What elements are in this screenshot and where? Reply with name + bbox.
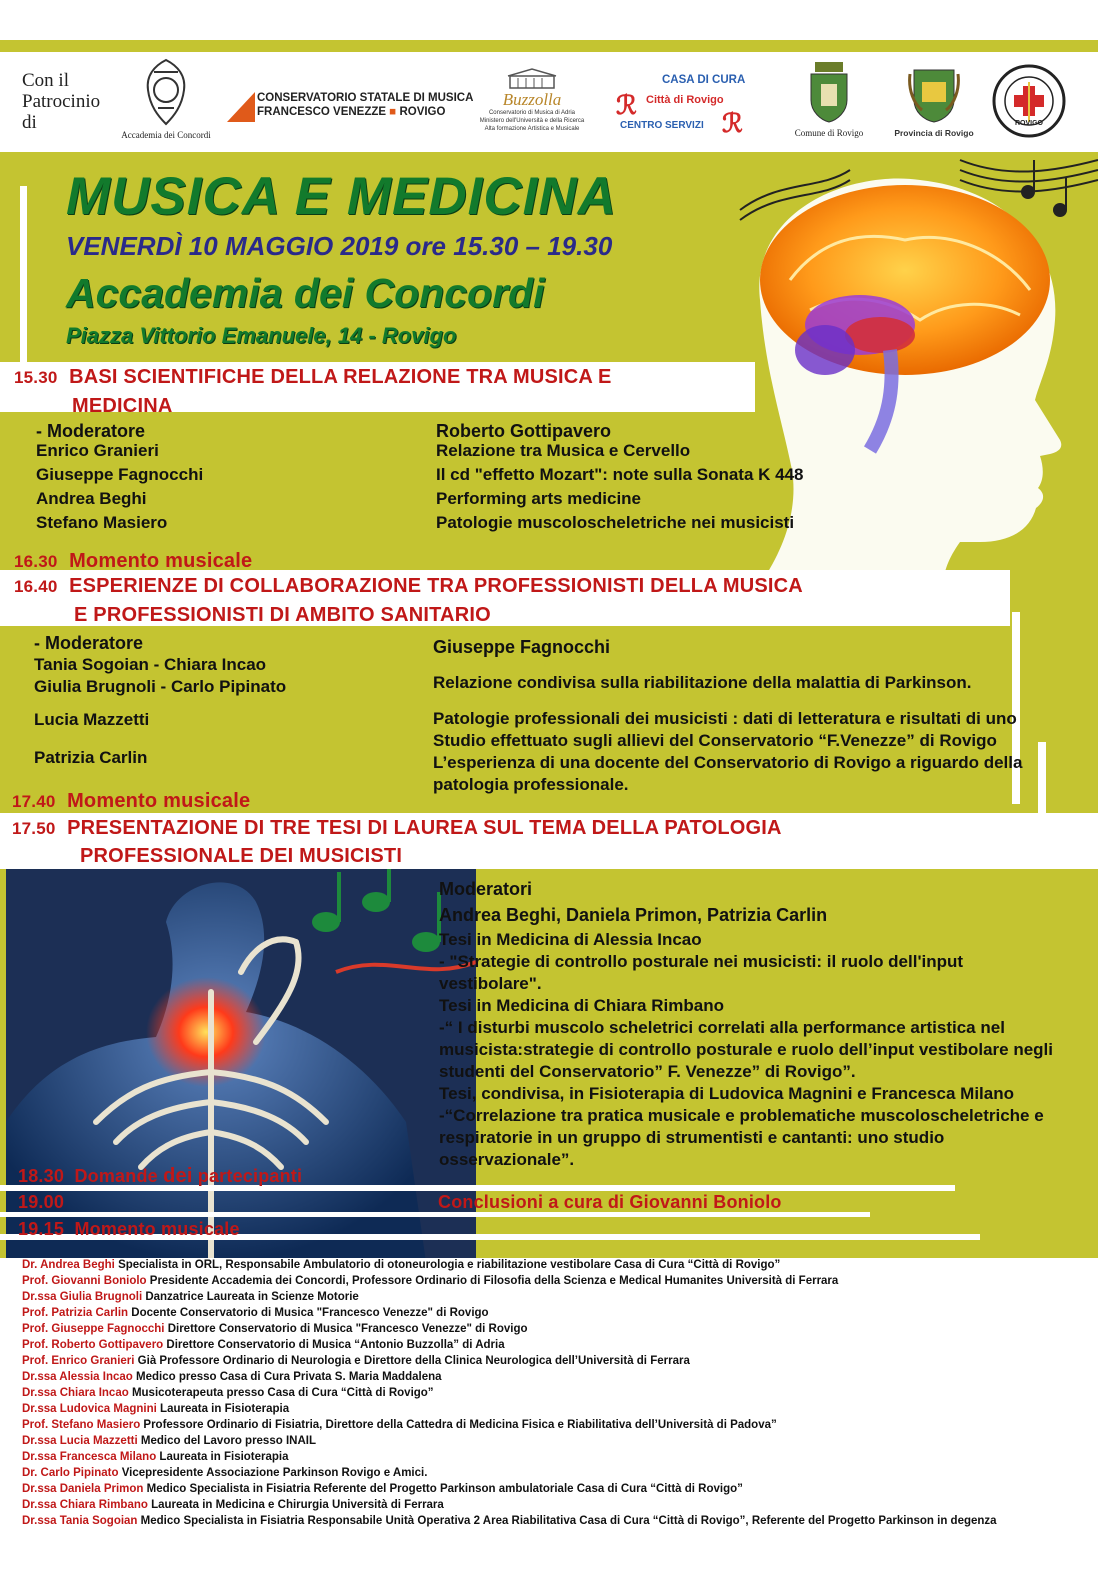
session1-moderator: Enrico Granieri [36, 441, 159, 460]
event-date: VENERDÌ 10 MAGGIO 2019 ore 15.30 – 19.30 [66, 231, 613, 261]
session2-moderator: Lucia Mazzetti [34, 710, 150, 729]
credit-line [22, 1419, 777, 1431]
credit-line [22, 1499, 444, 1511]
credit-role: Direttore Conservatorio di Musica "Francesco Venezze" di Rovigo [164, 1323, 528, 1335]
credit-line [22, 1387, 434, 1399]
event-venue: Accademia dei Concordi [66, 270, 545, 316]
credit-name: Dr.ssa Alessia Incao [22, 1371, 133, 1383]
credit-name: Dr.ssa Francesca Milano [22, 1451, 157, 1463]
credit-line [22, 1515, 997, 1527]
session2-moderator: Giulia Brugnoli - Carlo Pipinato [34, 677, 287, 696]
credit-role: Vicepresidente Associazione Parkinson Rovigo e Amici. [118, 1467, 428, 1479]
session1-moderator: Stefano Masiero [36, 513, 168, 532]
credit-role: Danzatrice Laureata in Scienze Motorie [142, 1291, 359, 1303]
cdr-mark-icon: ℛ [616, 90, 637, 120]
credit-name: Dr.ssa Daniela Primon [22, 1483, 144, 1495]
musical-moment-3: 19.15 Momento musicale [18, 1219, 240, 1239]
patronage-bar [0, 52, 1098, 152]
credit-line [22, 1307, 489, 1319]
credit-line [22, 1259, 780, 1271]
credit-line [22, 1371, 442, 1383]
credit-name: Prof. Stefano Masiero [22, 1419, 141, 1431]
credit-line [22, 1339, 505, 1351]
credit-line [22, 1467, 427, 1479]
conservatorio-mark-icon [227, 92, 255, 122]
credit-name: Prof. Giuseppe Fagnocchi [22, 1323, 165, 1335]
thesis-line: - "Strategie di controllo posturale nei musicisti: il ruolo dell'input [439, 952, 964, 971]
thesis-line: vestibolare". [439, 974, 542, 993]
credit-name: Dr. Carlo Pipinato [22, 1467, 119, 1479]
session2-moderator: Tania Sogoian - Chiara Incao [34, 655, 267, 674]
credit-name: Dr.ssa Tania Sogoian [22, 1515, 138, 1527]
cdr-mark-icon-2: ℛ [722, 108, 743, 138]
credit-role: Direttore Conservatorio di Musica “Antonio Buzzolla” di Adria [163, 1339, 505, 1351]
credit-role: Specialista in ORL, Responsabile Ambulatorio di otoneurologia e riabilitazione vestibolare Casa di Cura “Città di Rovigo” [114, 1259, 781, 1271]
thesis-line: studenti del Conservatorio” F. Venezze” di Rovigo”. [439, 1062, 856, 1081]
questions-item: 18.30 Domande dei partecipanti [18, 1165, 303, 1187]
session1-talk: Performing arts medicine [436, 489, 642, 508]
musical-moment-1: 16.30 Momento musicale [14, 550, 253, 572]
patronage-label: Con il Patrocinio di [22, 70, 101, 133]
credit-role: Laureata in Fisioterapia [156, 1403, 290, 1415]
credit-name: Dr.ssa Giulia Brugnoli [22, 1291, 143, 1303]
credit-role: Presidente Accademia dei Concordi, Professore Ordinario di Filosofia della Scienza e Medical Humanites Università di Ferrara [146, 1275, 839, 1287]
logo-accademia-concordi: Accademia dei Concordi [118, 56, 214, 148]
credit-line [22, 1403, 289, 1415]
credit-line [22, 1435, 316, 1447]
page-title: MUSICA E MEDICINA [66, 167, 617, 226]
event-address: Piazza Vittorio Emanuele, 14 - Rovigo [66, 323, 457, 348]
credit-line [22, 1451, 289, 1463]
session1-heading: 15.30 BASI SCIENTIFICHE DELLA RELAZIONE TRA MUSICA E [14, 366, 612, 388]
thesis-line: -“Correlazione tra pratica musicale e problematiche muscoloscheletriche e [439, 1106, 1044, 1125]
credit-role: Medico Specialista in Fisiatria Referente del Progetto Parkinson ambulatoriale Casa di Cura “Città di Rovigo” [143, 1483, 743, 1495]
credit-role: Professore Ordinario di Fisiatria, Direttore della Cattedra di Medicina Fisica e Riabilitativa dell’Università di Padova” [140, 1419, 777, 1431]
session3-theses [439, 929, 1053, 1171]
coat-of-arms-icon [805, 60, 853, 124]
credit-name: Prof. Enrico Granieri [22, 1355, 135, 1367]
session1-talk: Il cd "effetto Mozart": note sulla Sonata K 448 [436, 465, 804, 484]
session2-moderator: Patrizia Carlin [34, 748, 148, 767]
session1-heading-line2: MEDICINA [72, 395, 173, 417]
credit-line [22, 1355, 690, 1367]
credit-role: Musicoterapeuta presso Casa di Cura “Città di Rovigo” [128, 1387, 434, 1399]
credit-role: Medico Specialista in Fisiatria Responsabile Unità Operativa 2 Area Riabilitativa Casa di Cura “Città di Rovigo”, Referente del Progetto Parkinson in degenza [137, 1515, 997, 1527]
credit-role: Docente Conservatorio di Musica "Francesco Venezze" di Rovigo [128, 1307, 489, 1319]
credit-role: Medico del Lavoro presso INAIL [137, 1435, 316, 1447]
thesis-line: Tesi in Medicina di Alessia Incao [439, 930, 702, 949]
credit-line [22, 1323, 528, 1335]
credit-role: Laureata in Medicina e Chirurgia Università di Ferrara [147, 1499, 444, 1511]
building-icon [506, 68, 558, 90]
session3-moderator-label: Moderatori [439, 879, 533, 899]
thesis-line: Tesi, condivisa, in Fisioterapia di Ludovica Magnini e Francesca Milano [439, 1084, 1014, 1103]
thesis-line: Tesi in Medicina di Chiara Rimbano [439, 996, 724, 1015]
musician-skeleton-icon [6, 862, 476, 1262]
session2-talk: Patologie professionali dei musicisti : dati di letteratura e risultati di uno Studio effettuato sugli allievi del Conservatorio “F.Venezze” di Rovigo L’esperienza di una docente del Conservatorio di Rovigo a riguardo della patologia professionale. [433, 709, 1023, 794]
session1-moderator: Andrea Beghi [36, 489, 147, 508]
conclusions-time: 19.00 [18, 1192, 65, 1212]
session2-moderator-label: - Moderatore [34, 633, 144, 653]
credit-name: Prof. Giovanni Boniolo [22, 1275, 147, 1287]
credit-role: Laureata in Fisioterapia [156, 1451, 289, 1463]
credit-line [22, 1483, 743, 1495]
credit-name: Dr.ssa Chiara Incao [22, 1387, 129, 1399]
credit-role: Medico presso Casa di Cura Privata S. Maria Maddalena [132, 1371, 442, 1383]
session1-talk: Relazione tra Musica e Cervello [436, 441, 691, 460]
credit-line [22, 1275, 838, 1287]
session2-heading: 16.40 ESPERIENZE DI COLLABORAZIONE TRA PROFESSIONISTI DELLA MUSICA [14, 575, 803, 597]
province-crest-icon [908, 60, 960, 124]
credit-name: Prof. Roberto Gottipavero [22, 1339, 164, 1351]
session2-talk: Relazione condivisa sulla riabilitazione della malattia di Parkinson. [433, 673, 972, 692]
credit-name: Dr.ssa Lucia Mazzetti [22, 1435, 138, 1447]
logo-provincia-rovigo: Provincia di Rovigo [893, 60, 975, 144]
logo-buzzolla: Buzzolla Conservatorio di Musica di Adria Ministero dell'Università e della Ricerca Alta formazione Artistica e Musicale [468, 68, 596, 138]
session3-heading: 17.50 PRESENTAZIONE DI TRE TESI DI LAUREA SUL TEMA DELLA PATOLOGIA [12, 817, 782, 839]
logo-conservatorio-venezze: CONSERVATORIO STATALE DI MUSICA FRANCESCO VENEZZE ■ ROVIGO [227, 90, 452, 130]
credit-name: Dr.ssa Chiara Rimbano [22, 1499, 148, 1511]
speakers-credits [0, 1258, 1098, 1578]
credit-line [22, 1291, 359, 1303]
credit-name: Dr.ssa Ludovica Magnini [22, 1403, 157, 1415]
logo-comune-rovigo: Comune di Rovigo [788, 60, 870, 144]
session1-moderator: Giuseppe Fagnocchi [36, 465, 204, 484]
credit-name: Prof. Patrizia Carlin [22, 1307, 129, 1319]
session1-speaker: Roberto Gottipavero [436, 421, 612, 441]
thesis-line: respiratorie in un gruppo di strumentisti e cantanti: uno studio [439, 1128, 945, 1147]
conclusions-label: Conclusioni a cura di Giovanni Boniolo [438, 1192, 782, 1212]
session3-heading-line2: PROFESSIONALE DEI MUSICISTI [80, 845, 403, 867]
session3-moderators: Andrea Beghi, Daniela Primon, Patrizia Carlin [439, 905, 828, 925]
logo-casa-di-cura: ℛ CASA DI CURA Città di Rovigo CENTRO SERVIZI ℛ [616, 74, 746, 138]
divider-vertical-1 [20, 186, 27, 362]
crest-icon [138, 56, 194, 128]
thesis-line: -“ I disturbi muscolo scheletrici correlati alla performance artistica nel [439, 1018, 1005, 1037]
credit-name: Dr. Andrea Beghi [22, 1259, 115, 1271]
session2-heading-line2: E PROFESSIONISTI DI AMBITO SANITARIO [74, 604, 491, 626]
credit-role: Già Professore Ordinario di Neurologia e Direttore della Clinica Neurologica dell’Università di Ferrara [134, 1355, 690, 1367]
thesis-line: musicista:strategie di controllo posturale e ruolo dell’input vestibolare negli [439, 1040, 1054, 1059]
logo-ordine-medici-rovigo: ROVIGO [992, 64, 1066, 138]
musical-moment-2: 17.40 Momento musicale [12, 790, 251, 812]
session1-moderator-label: - Moderatore [36, 421, 146, 441]
session1-talk: Patologie muscoloscheletriche nei musicisti [436, 513, 795, 532]
thesis-line: osservazionale”. [439, 1150, 575, 1169]
session2-speaker: Giuseppe Fagnocchi [433, 637, 611, 657]
